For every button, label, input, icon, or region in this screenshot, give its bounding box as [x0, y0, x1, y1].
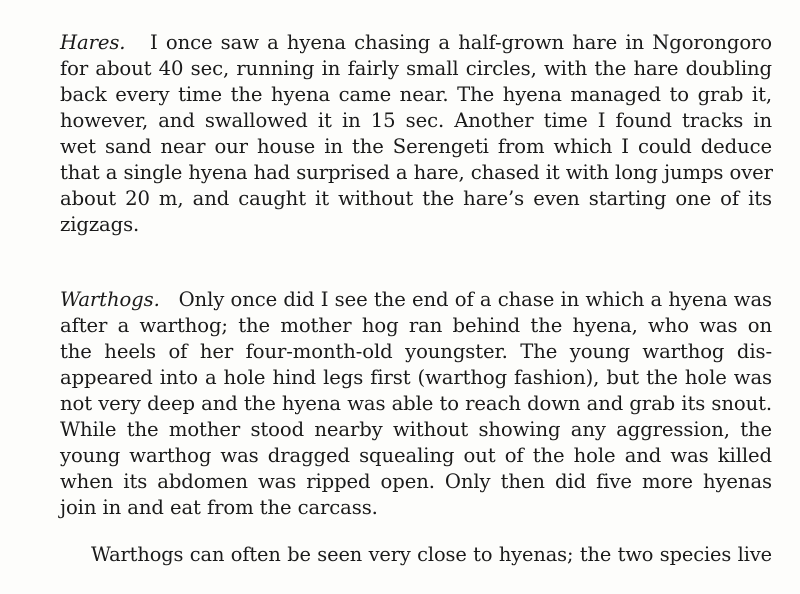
- text-line: about 20 m, and caught it without the hare’s even starting one of its: [60, 187, 772, 210]
- text-line: that a single hyena had surprised a hare, chased it with long jumps over: [60, 161, 773, 184]
- text-line: not very deep and the hyena was able to reach down and grab its snout.: [60, 392, 772, 415]
- paragraph-hares: [60, 30, 772, 238]
- line-text: I once saw a hyena chasing a half-grown hare in Ngorongoro: [150, 31, 772, 54]
- text-line: join in and eat from the carcass.: [60, 496, 378, 519]
- text-line: zigzags.: [60, 213, 140, 236]
- run-in-heading: Warthogs.: [60, 288, 160, 311]
- text-line: [60, 287, 772, 313]
- text-line: for about 40 sec, running in fairly small circles, with the hare doubling: [60, 57, 772, 80]
- text-line: after a warthog; the mother hog ran behind the hyena, who was on: [60, 314, 772, 337]
- text-line: While the mother stood nearby without showing any aggression, the: [60, 418, 772, 441]
- text-line: [60, 30, 772, 56]
- text-line: young warthog was dragged squealing out of the hole and was killed: [60, 444, 772, 467]
- text-line: the heels of her four-month-old youngster. The young warthog dis-: [60, 340, 772, 363]
- paragraph-warthogs-continued: [60, 542, 772, 568]
- run-in-heading: Hares.: [60, 31, 126, 54]
- paragraph-warthogs: [60, 287, 772, 521]
- line-text: Only once did I see the end of a chase in which a hyena was: [178, 288, 772, 311]
- text-line: when its abdomen was ripped open. Only then did five more hyenas: [60, 470, 772, 493]
- text-line: however, and swallowed it in 15 sec. Another time I found tracks in: [60, 109, 772, 132]
- text-line: back every time the hyena came near. The hyena managed to grab it,: [60, 83, 772, 106]
- text-line: appeared into a hole hind legs first (warthog fashion), but the hole was: [60, 366, 772, 389]
- text-line: Warthogs can often be seen very close to hyenas; the two species live: [91, 543, 772, 566]
- text-line: wet sand near our house in the Serengeti from which I could deduce: [60, 135, 772, 158]
